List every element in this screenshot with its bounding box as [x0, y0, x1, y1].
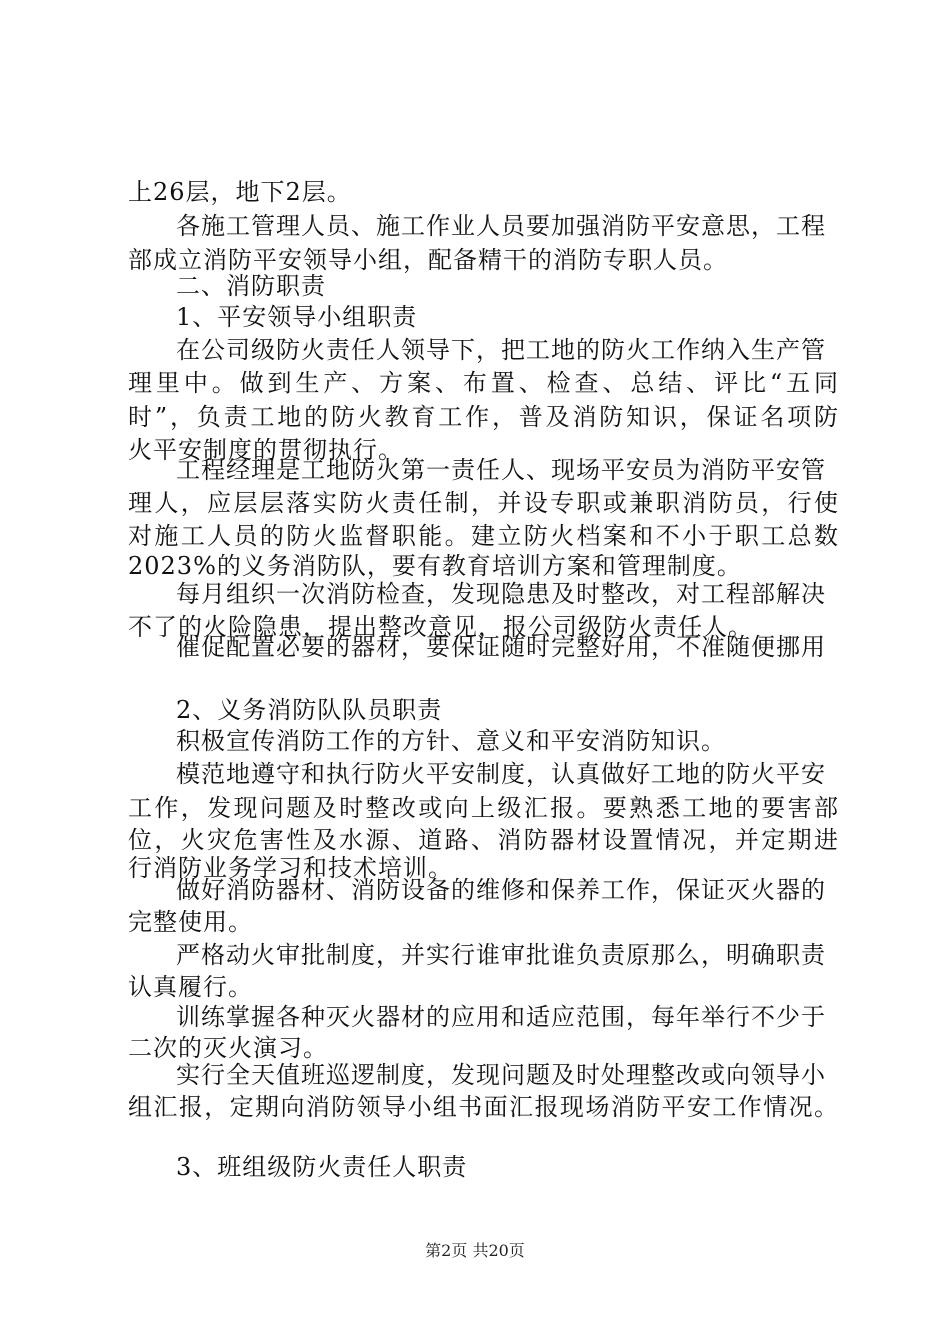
- text-line: 上26层，地下2层。: [128, 178, 352, 206]
- text-line: 各施工管理人员、施工作业人员要加强消防平安意思，工程: [176, 212, 826, 240]
- text-line: 工程经理是工地防火第一责任人、现场平安员为消防平安管: [176, 456, 826, 484]
- text-line: 完整使用。: [128, 908, 253, 936]
- subsection-heading: 2、义务消防队队员职责: [176, 696, 443, 724]
- text-line: 二次的灭火演习。: [128, 1034, 328, 1062]
- page-footer: 第2页 共20页: [425, 1241, 525, 1260]
- text-line: 认真履行。: [128, 973, 253, 1001]
- section-heading: 二、消防职责: [176, 272, 326, 300]
- text-line: 行消防业务学习和技术培训。: [128, 854, 453, 882]
- text-line: 积极宣传消防工作的方针、意义和平安消防知识。: [176, 727, 726, 755]
- text-line: 做好消防器材、消防设备的维修和保养工作，保证灭火器的: [176, 876, 826, 904]
- subsection-heading: 1、平安领导小组职责: [176, 303, 418, 331]
- text-line: 火平安制度的贯彻执行。: [128, 436, 403, 464]
- text-line: 每月组织一次消防检查，发现隐患及时整改，对工程部解决: [176, 580, 826, 608]
- text-line: 对施工人员的防火监督职能。建立防火档案和不小于职工总数: [128, 522, 838, 550]
- text-line: 位，火灾危害性及水源、道路、消防器材设置情况，并定期进: [128, 826, 838, 854]
- text-line: 工作，发现问题及时整改或向上级汇报。要熟悉工地的要害部: [128, 794, 838, 822]
- text-line: 训练掌握各种灭火器材的应用和适应范围，每年举行不少于: [176, 1003, 826, 1031]
- text-line: 严格动火审批制度，并实行谁审批谁负责原那么，明确职责: [176, 941, 826, 969]
- text-line: 时”，负责工地的防火教育工作，普及消防知识，保证名项防: [128, 403, 838, 431]
- text-line: 理人，应层层落实防火责任制，并设专职或兼职消防员，行使: [128, 489, 838, 517]
- text-line: 催促配置必要的器材，要保证随时完整好用，不准随便挪用: [176, 633, 826, 661]
- text-line: 2023%的义务消防队，要有教育培训方案和管理制度。: [128, 552, 742, 580]
- text-line: 部成立消防平安领导小组，配备精干的消防专职人员。: [128, 246, 728, 274]
- text-line: 理里中。做到生产、方案、布置、检查、总结、评比“五同: [128, 369, 838, 397]
- text-line: 组汇报，定期向消防领导小组书面汇报现场消防平安工作情况。: [128, 1093, 838, 1121]
- text-line: 模范地遵守和执行防火平安制度，认真做好工地的防火平安: [176, 760, 826, 788]
- text-line: 实行全天值班巡逻制度，发现问题及时处理整改或向领导小: [176, 1061, 826, 1089]
- text-line: 不了的火险隐患，提出整改意见，报公司级防火责任人。: [128, 613, 753, 641]
- text-line: 在公司级防火责任人领导下，把工地的防火工作纳入生产管: [176, 336, 826, 364]
- subsection-heading: 3、班组级防火责任人职责: [176, 1153, 468, 1181]
